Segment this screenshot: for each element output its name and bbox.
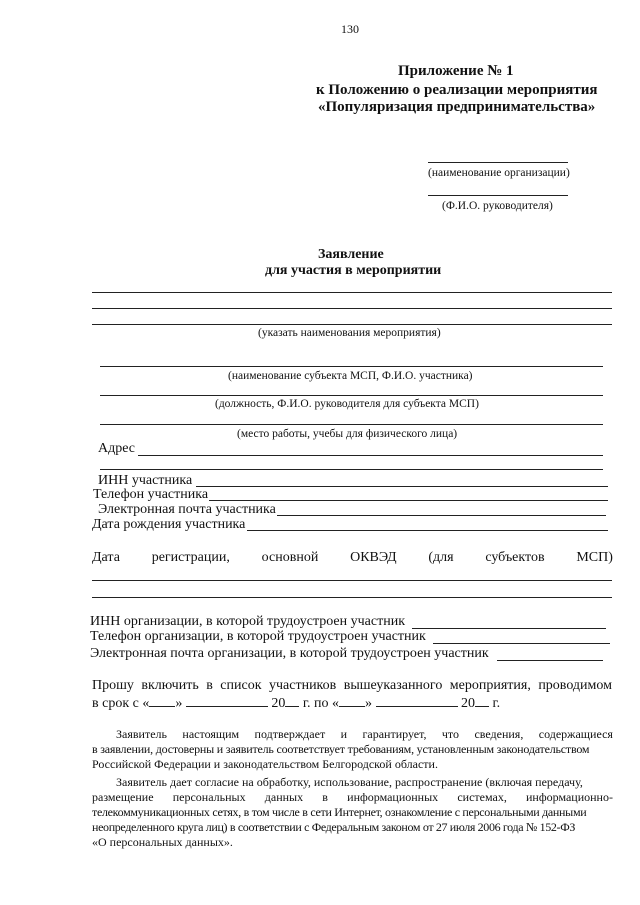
declaration-word: в [322,790,328,804]
declaration-word: содержащиеся [538,727,613,741]
birth-date-label: Дата рождения участника [92,517,246,532]
email-field[interactable] [277,515,606,516]
declaration-word: гарантирует, [362,727,427,741]
request-from-text: в срок с « [92,696,150,711]
address-line-2[interactable] [100,469,603,470]
declaration-p1-line3: Российской Федерации и законодательством Белгородской области. [92,757,438,771]
registration-word: регистрации, [151,550,230,565]
declaration-word: системах, [457,790,507,804]
start-day-field[interactable] [149,694,175,707]
start-year-field[interactable] [285,694,299,707]
org-email-field[interactable] [497,660,603,661]
request-quote-close-2: » [365,696,372,711]
email-label: Электронная почта участника [98,502,276,517]
org-phone-label: Телефон организации, в которой трудоустроен участник [90,629,426,644]
appendix-subtitle: к Положению о реализации мероприятия [316,82,598,98]
appendix-title: Приложение № 1 [398,63,514,79]
inn-field[interactable] [196,486,608,487]
event-line-3 [92,324,612,325]
org-inn-label: ИНН организации, в которой трудоустроен участник [90,614,405,629]
org-email-label: Электронная почта организации, в которой трудоустроен участник [90,646,489,661]
request-line-1 [92,678,612,694]
request-year-suffix: г. [492,696,501,711]
declaration-p1-line1 [116,727,613,742]
phone-field[interactable] [209,500,608,501]
declaration-word: настоящим [182,727,240,741]
registration-word: субъектов [485,550,545,565]
declaration-p2-line1: Заявитель дает согласие на обработку, использование, распространение (включая передачу, [116,775,583,789]
phone-label: Телефон участника [93,487,209,502]
declaration-word: размещение [92,790,154,804]
event-line-2 [92,308,612,309]
head-name-line [428,195,568,196]
declaration-word: персональных [172,790,246,804]
subject-line [100,366,603,367]
subject-caption: (наименование субъекта МСП, Ф.И.О. участника) [228,370,473,382]
registration-word: МСП) [576,550,613,565]
declaration-p2-line5: «О персональных данных». [92,835,233,849]
request-word: Прошу [92,678,134,693]
workplace-caption: (место работы, учебы для физического лица) [237,428,458,440]
declaration-p2-line2 [92,790,613,805]
registration-word: Дата [92,550,120,565]
declaration-word: информационно- [526,790,613,804]
birth-date-field[interactable] [247,530,608,531]
declaration-word: подтверждает [254,727,326,741]
request-word: включить [141,678,199,693]
org-phone-field[interactable] [433,643,610,644]
org-inn-field[interactable] [412,628,606,629]
request-word: вышеуказанного [343,678,443,693]
declaration-word: Заявитель [116,727,167,741]
declaration-p1-line2: в заявлении, достоверны и заявитель соответствует требованиям, установленным законодательством [92,742,590,756]
declaration-p2-line3: телекоммуникационных сетях, в том числе в сети Интернет, ознакомление с персональными данными [92,805,587,819]
end-month-field[interactable] [376,694,458,707]
request-to-text: г. по « [302,696,339,711]
request-date-line [92,694,500,712]
declaration-word: информационных [347,790,439,804]
declaration-p2-line4: неопределенного круга лиц) в соответствии с Федеральным законом от 27 июля 2006 года № 152-ФЗ [92,820,575,834]
request-word: список [220,678,262,693]
head-name-caption: (Ф.И.О. руководителя) [442,200,553,212]
registration-word: (для [428,550,454,565]
request-word: проводимом [538,678,612,693]
document-title: Заявление [318,247,384,262]
declaration-word: что [441,727,460,741]
appendix-program-name: «Популяризация предпринимательства» [318,99,596,115]
registration-line-2[interactable] [92,597,612,598]
event-caption: (указать наименования мероприятия) [258,327,441,339]
request-word: мероприятия, [449,678,531,693]
declaration-word: и [340,727,348,741]
position-caption: (должность, Ф.И.О. руководителя для субъекта МСП) [215,398,479,410]
document-subtitle: для участия в мероприятии [265,263,442,278]
page-number: 130 [341,22,359,36]
inn-label: ИНН участника [98,473,193,488]
address-line-1[interactable] [138,455,603,456]
organization-name-caption: (наименование организации) [428,167,570,179]
end-year-field[interactable] [475,694,489,707]
declaration-word: сведения, [474,727,524,741]
request-word: участников [268,678,337,693]
end-day-field[interactable] [339,694,365,707]
workplace-line [100,424,603,425]
declaration-word: данных [264,790,304,804]
start-month-field[interactable] [186,694,268,707]
position-line [100,395,603,396]
registration-label-row [92,550,613,566]
organization-name-line [428,162,568,163]
event-line-1 [92,292,612,293]
request-word: в [206,678,213,693]
registration-line-1[interactable] [92,580,612,581]
address-label: Адрес [98,441,136,456]
request-year-prefix-2: 20 [461,696,475,711]
request-year-prefix: 20 [271,696,286,711]
registration-word: основной [261,550,319,565]
request-quote-close: » [175,696,183,711]
registration-word: ОКВЭД [350,550,397,565]
